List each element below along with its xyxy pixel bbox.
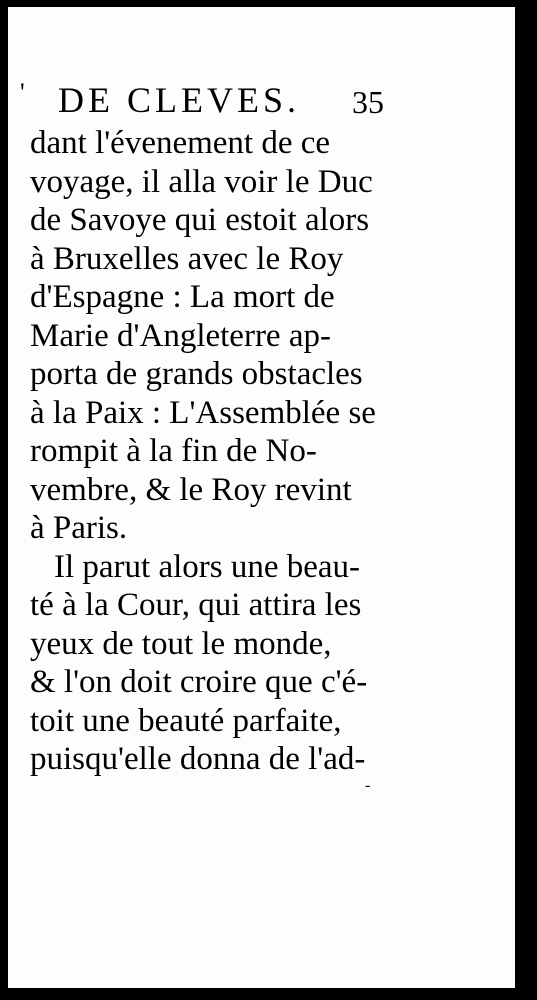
text-line: vembre, & le Roy revint — [30, 471, 352, 508]
paragraph-first-line: Il parut alors une beau- — [54, 548, 361, 585]
gutter-mark: ' — [20, 78, 25, 107]
scan-border-bottom — [0, 988, 537, 1000]
scan-border-left — [0, 0, 8, 1000]
text-line: voyage, il alla voir le Duc — [30, 163, 373, 200]
text-line: & l'on doit croire que c'é- — [30, 664, 368, 700]
text-line: porta de grands obstacles — [30, 356, 363, 392]
text-line: rompit à la fin de No- — [30, 433, 317, 469]
text-line: toit une beauté parfaite, — [30, 702, 342, 739]
scan-border-right — [515, 0, 537, 1000]
text-line: té à la Cour, qui attira les — [30, 587, 362, 623]
text-line: à Paris. — [30, 510, 128, 546]
catch-mark: - — [365, 777, 371, 794]
text-line: de Savoye qui estoit alors — [30, 202, 370, 238]
running-head: DE CLEVES. — [58, 80, 300, 120]
text-line: à Bruxelles avec le Roy — [30, 240, 344, 277]
text-line: à la Paix : L'Assemblée se — [30, 394, 376, 431]
text-line: Marie d'Angleterre ap- — [30, 317, 331, 354]
text-line: puisqu'elle donna de l'ad- — [30, 741, 366, 777]
page-number: 35 — [352, 84, 384, 120]
body-text — [30, 124, 390, 779]
scan-border-top — [0, 0, 537, 7]
text-line: d'Espagne : La mort de — [30, 279, 335, 315]
text-line: yeux de tout le monde, — [30, 625, 332, 662]
text-line: dant l'évenement de ce — [30, 125, 331, 161]
